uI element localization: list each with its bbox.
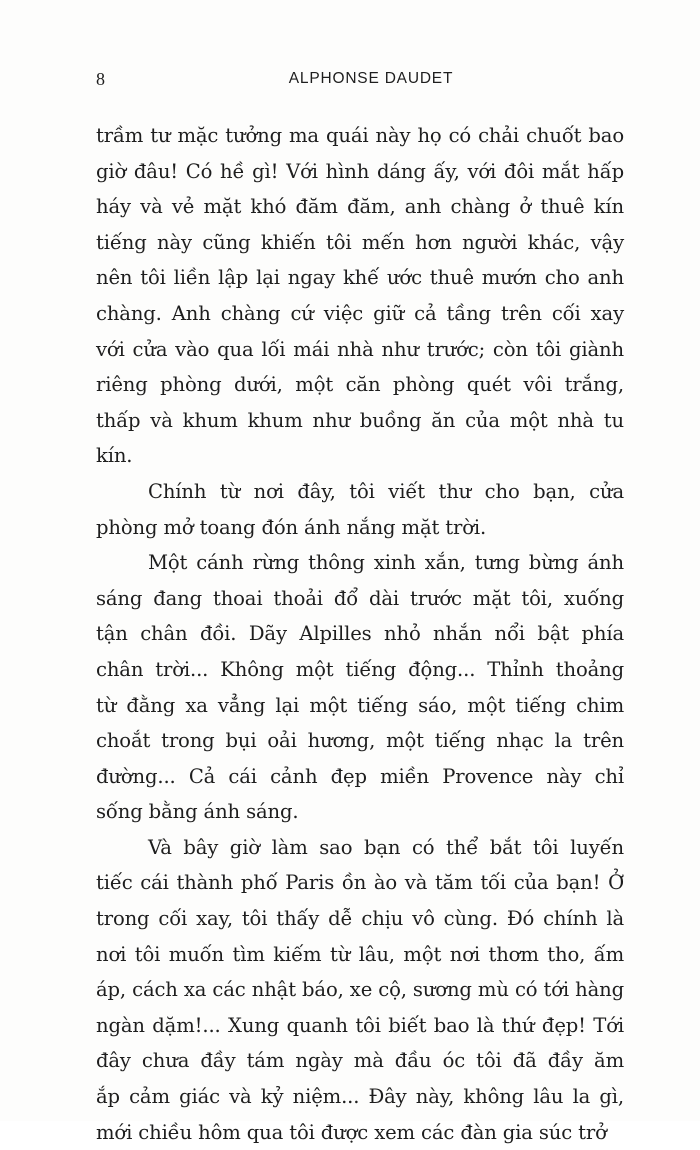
text-line: Một cánh rừng thông xinh xắn, tưng bừng ánh: [148, 551, 624, 575]
page-number: 8: [96, 69, 105, 89]
running-title: ALPHONSE DAUDET: [288, 70, 454, 87]
text-line: chân trời... Không một tiếng động... Thỉnh thoảng: [96, 657, 624, 681]
paragraph: [96, 118, 624, 474]
paragraph: [96, 474, 624, 545]
text-line: trong cối xay, tôi thấy dễ chịu vô cùng. Đó chính là: [96, 907, 624, 931]
text-line: kín.: [96, 444, 133, 468]
text-line: trầm tư mặc tưởng ma quái này họ có chải chuốt bao: [96, 124, 624, 147]
text-line: thấp và khum khum như buồng ăn của một nhà tu: [96, 408, 624, 432]
text-line: Chính từ nơi đây, tôi viết thư cho bạn, cửa: [148, 479, 624, 503]
text-line: riêng phòng dưới, một căn phòng quét vôi trắng,: [96, 373, 624, 397]
text-line: chàng. Anh chàng cứ việc giữ cả tầng trên cối xay: [96, 301, 624, 325]
text-line: sáng đang thoai thoải đổ dài trước mặt tôi, xuống: [96, 586, 624, 610]
text-line: đường... Cả cái cảnh đẹp miền Provence này chỉ: [96, 764, 624, 788]
text-line: sống bằng ánh sáng.: [96, 800, 299, 824]
text-line: ắp cảm giác và kỷ niệm... Đây này, không lâu la gì,: [96, 1085, 624, 1109]
text-line: đây chưa đầy tám ngày mà đầu óc tôi đã đầy ăm: [96, 1049, 624, 1073]
text-line: nơi tôi muốn tìm kiếm từ lâu, một nơi thơm tho, ấm: [96, 942, 624, 966]
text-line: tiếng này cũng khiến tôi mến hơn người khác, vậy: [96, 230, 624, 254]
text-line: với cửa vào qua lối mái nhà như trước; còn tôi giành: [96, 337, 624, 361]
body-text: [96, 118, 624, 1150]
running-header: [96, 66, 626, 92]
text-line: choắt trong bụi oải hương, một tiếng nhạc la trên: [96, 729, 624, 753]
paragraph: [96, 830, 624, 1150]
text-line: giờ đâu! Có hề gì! Với hình dáng ấy, với đôi mắt hấp: [96, 159, 624, 183]
text-line: mới chiều hôm qua tôi được xem các đàn gia súc trở: [96, 1120, 607, 1144]
text-line: háy và vẻ mặt khó đăm đăm, anh chàng ở thuê kín: [96, 195, 624, 219]
text-line: từ đằng xa vẳng lại một tiếng sáo, một tiếng chim: [96, 693, 624, 717]
text-line: tiếc cái thành phố Paris ồn ào và tăm tối của bạn! Ở: [96, 871, 624, 895]
text-line: nên tôi liền lập lại ngay khế ước thuê mướn cho anh: [96, 266, 624, 290]
paragraph: [96, 545, 624, 830]
text-line: phòng mở toang đón ánh nắng mặt trời.: [96, 515, 487, 539]
text-line: áp, cách xa các nhật báo, xe cộ, sương mù có tới hàng: [96, 978, 624, 1002]
text-line: tận chân đồi. Dãy Alpilles nhỏ nhắn nổi bật phía: [96, 622, 624, 646]
text-line: Và bây giờ làm sao bạn có thể bắt tôi luyến: [148, 835, 624, 859]
text-line: ngàn dặm!... Xung quanh tôi biết bao là thứ đẹp! Tới: [96, 1013, 624, 1037]
